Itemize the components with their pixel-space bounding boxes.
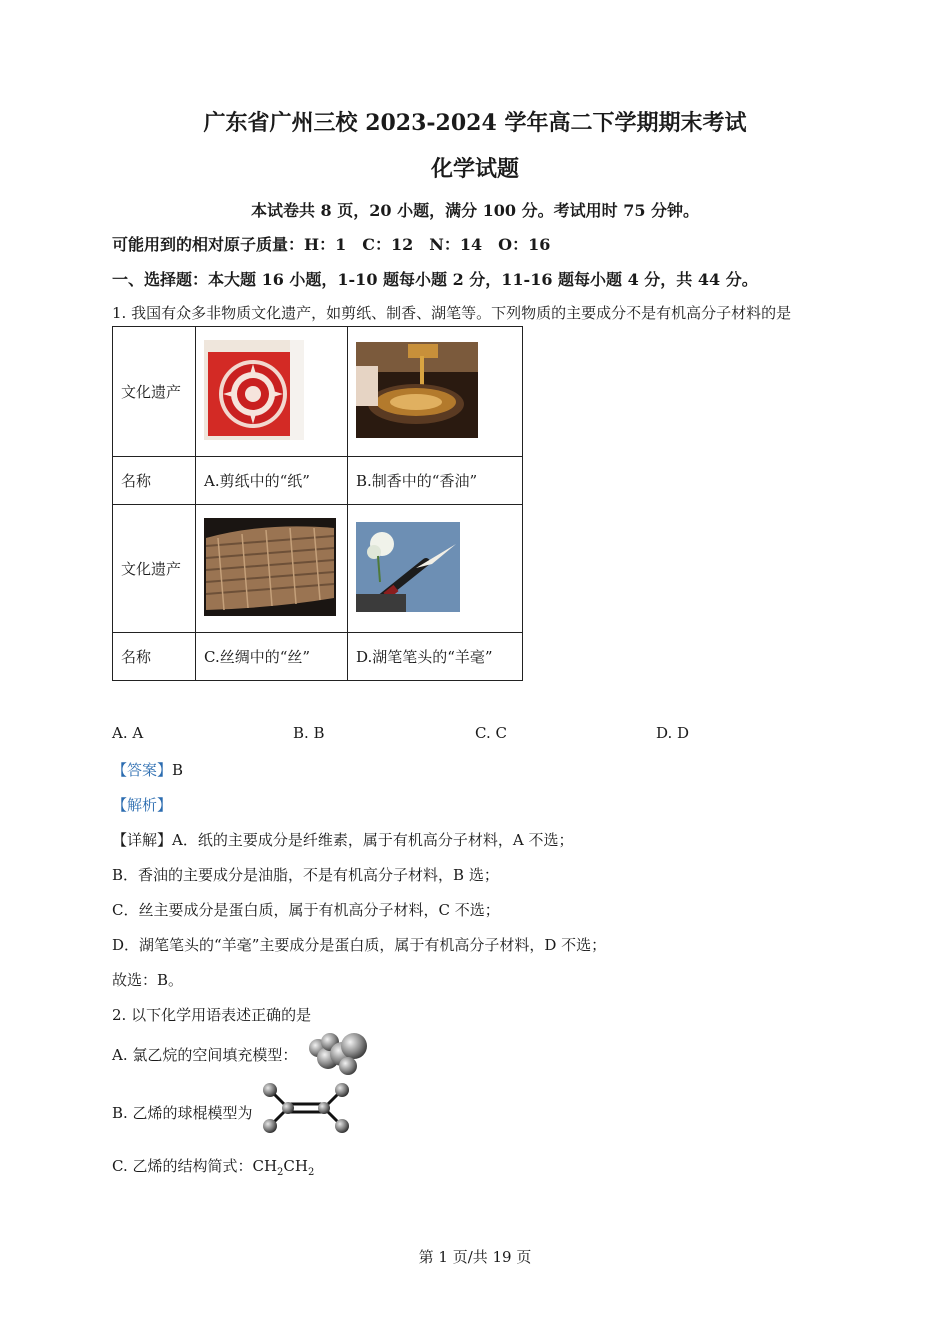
answer-tag: 【答案】 (112, 761, 173, 779)
question-2-stem: 2. 以下化学用语表述正确的是 (112, 1006, 312, 1024)
option-d-name: D.湖笔笔头的“羊毫” (348, 633, 523, 681)
option-c: C. C (475, 724, 507, 742)
detail-tag: 【详解】 (112, 831, 173, 849)
option-b-name: B.制香中的“香油” (348, 457, 523, 505)
subject-title: 化学试题 (430, 156, 519, 182)
option-b: B. B (293, 724, 325, 742)
answer-value: B (172, 761, 184, 779)
heritage-label-2: 文化遗产 (113, 505, 196, 633)
brush-image-cell (348, 505, 523, 633)
name-label-2: 名称 (113, 633, 196, 681)
q2-option-b: B. 乙烯的球棍模型为 (112, 1104, 253, 1122)
question-1-stem: 1. 我国有众多非物质文化遗产，如剪纸、制香、湖笔等。下列物质的主要成分不是有机高分子材料的是 (112, 304, 792, 322)
answer-line (112, 759, 183, 780)
exam-title: 广东省广州三校 2023-2024 学年高二下学期期末考试 (203, 110, 747, 136)
paper-cutting-image (204, 340, 304, 440)
detail-line-c: C．丝主要成分是蛋白质，属于有机高分子材料，C 不选； (112, 901, 500, 919)
option-a-name: A.剪纸中的“纸” (196, 457, 348, 505)
fragrant-oil-image (356, 342, 478, 438)
q2-option-c-sub2: 2 (307, 1167, 315, 1178)
silk-image-cell (196, 505, 348, 633)
atomic-mass-line: 可能用到的相对原子质量：H：1 C：12 N：14 O：16 (112, 235, 551, 254)
fragrant-oil-image-cell (348, 327, 523, 457)
q2-option-c-prefix: C. 乙烯的结构简式：CH (112, 1157, 278, 1175)
heritage-table (112, 326, 523, 681)
detail-line-a (112, 829, 573, 850)
q2-option-c-mid: CH (283, 1157, 308, 1175)
paper-cutting-image-cell (196, 327, 348, 457)
ethylene-ball-and-stick-model (260, 1080, 356, 1138)
option-c-name: C.丝绸中的“丝” (196, 633, 348, 681)
q2-option-c-sub1: 2 (277, 1167, 284, 1178)
option-d: D. D (656, 724, 690, 742)
q2-option-a: A. 氯乙烷的空间填充模型： (112, 1046, 298, 1064)
name-label-1: 名称 (113, 457, 196, 505)
conclusion-line: 故选：B。 (112, 971, 184, 989)
brush-image (356, 522, 460, 612)
exam-info: 本试卷共 8 页，20 小题，满分 100 分。考试用时 75 分钟。 (250, 201, 700, 220)
silk-image (204, 518, 336, 616)
section-heading: 一、选择题：本大题 16 小题，1-10 题每小题 2 分，11-16 题每小题 4 分，共 44 分。 (112, 270, 758, 289)
q2-option-c (112, 1155, 314, 1178)
detail-text-a: A．纸的主要成分是纤维素，属于有机高分子材料，A 不选； (172, 831, 574, 849)
detail-line-b: B．香油的主要成分是油脂，不是有机高分子材料，B 选； (112, 866, 499, 884)
page-footer: 第 1 页/共 19 页 (418, 1248, 532, 1266)
option-a: A. A (112, 724, 144, 742)
analysis-tag: 【解析】 (112, 796, 173, 814)
detail-line-d: D．湖笔笔头的“羊毫”主要成分是蛋白质，属于有机高分子材料，D 不选； (112, 936, 607, 954)
heritage-label-1: 文化遗产 (113, 327, 196, 457)
chloroethane-space-filling-model (304, 1028, 370, 1076)
